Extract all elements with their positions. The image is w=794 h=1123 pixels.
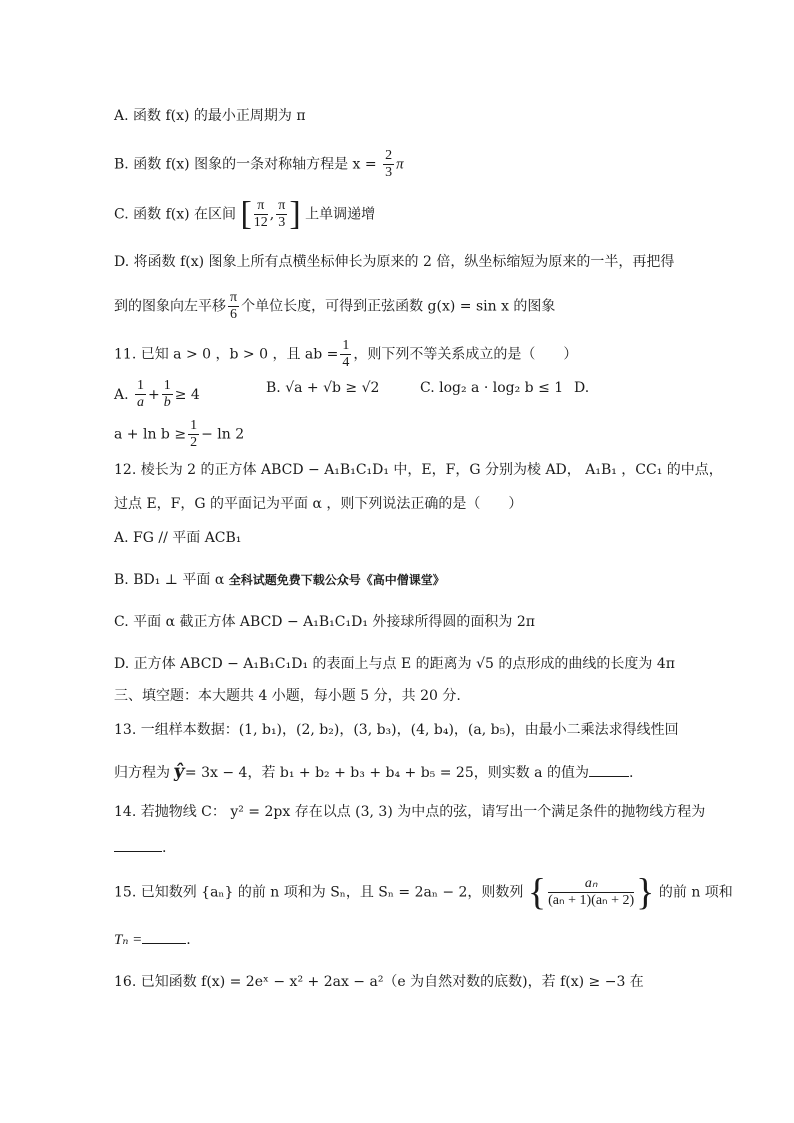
q12-option-d: D. 正方体 ABCD − A₁B₁C₁D₁ 的表面上与点 E 的距离为 √5 的点形成的曲线的长度为 4π — [114, 656, 675, 672]
fraction: $\frac{\text{aₙ}}{\text{(aₙ + 1)(aₙ + 2)}}$ — [548, 876, 635, 908]
fraction: $\frac{1}{b}$ — [163, 378, 171, 410]
q16-line1: 16. 已知函数 f(x) = 2eˣ − x² + 2ax − a²（e 为自然对数的底数)，若 f(x) ≥ −3 在 — [114, 974, 644, 990]
fraction: $\frac{\pi}{12}$ — [253, 198, 268, 230]
section-heading: 三、填空题：本大题共 4 小题，每小题 5 分，共 20 分. — [114, 688, 461, 704]
q10-option-d-line2: 到的图象向左平移 $\frac{\pi}{6}$ 个单位长度，可得到正弦函数 g(x) = sin x 的图象 — [114, 290, 556, 322]
watermark-text: 全科试题免费下载公众号《高中僧课堂》 — [228, 573, 445, 587]
q11-option-c: C. log₂ a · log₂ b ≤ 1 — [420, 380, 564, 396]
fraction: $\frac{2}{3}$ — [385, 148, 393, 180]
q11-stem: 11. 已知 a > 0 ，b > 0 ，且 ab = $\frac{1}{4}$ ，则下列不等关系成立的是（ ） — [114, 338, 578, 370]
q11-option-a: A. $\frac{1}{a}$ + $\frac{1}{b}$ ≥ 4 — [114, 378, 200, 410]
q13-line1: 13. 一组样本数据：(1, b₁)，(2, b₂)，(3, b₃)，(4, b₄)，(a, b₅)，由最小二乘法求得线性回 — [114, 722, 679, 738]
q11-option-d-label: D. — [574, 380, 590, 396]
fraction: $\frac{\pi}{6}$ — [230, 290, 238, 322]
q12-stem-line2: 过点 E，F，G 的平面记为平面 α ，则下列说法正确的是（ ） — [114, 496, 523, 512]
q13-line2: 归方程为 ŷ= 3x − 4，若 b₁ + b₂ + b₃ + b₄ + b₅ = 25，则实数 a 的值为 . — [114, 761, 634, 782]
answer-blank[interactable] — [142, 943, 186, 944]
q11-option-b: B. √a + √b ≥ √2 — [266, 380, 380, 396]
q10-option-a: A. 函数 f(x) 的最小正周期为 π — [114, 108, 306, 124]
regression-hat-symbol: ŷ — [173, 761, 187, 782]
fraction: $\frac{1}{2}$ — [190, 418, 198, 450]
q12-stem-line1: 12. 棱长为 2 的正方体 ABCD − A₁B₁C₁D₁ 中，E，F，G 分别为棱 AD， A₁B₁ ，CC₁ 的中点， — [114, 462, 723, 478]
q15-line2: Tₙ = . — [114, 932, 191, 948]
q12-option-c: C. 平面 α 截正方体 ABCD − A₁B₁C₁D₁ 外接球所得圆的面积为 2π — [114, 614, 535, 630]
fraction: $\frac{1}{a}$ — [137, 378, 145, 410]
q12-option-a: A. FG // 平面 ACB₁ — [114, 530, 242, 546]
q11-option-d: a + ln b ≥ $\frac{1}{2}$ − ln 2 — [114, 418, 245, 450]
q10-option-c: C. 函数 f(x) 在区间 [ $\frac{\pi}{12}$ , $\frac{\pi}{3}$ ] 上单调递增 — [114, 195, 376, 233]
q14-line2: . — [114, 838, 166, 858]
fraction: $\frac{\pi}{3}$ — [278, 198, 286, 230]
q10-option-d-line1: D. 将函数 f(x) 图象上所有点横坐标伸长为原来的 2 倍，纵坐标缩短为原来的一半，再把得 — [114, 254, 675, 270]
q12-option-b: B. BD₁ ⊥ 平面 α 全科试题免费下载公众号《高中僧课堂》 — [114, 572, 445, 588]
answer-blank[interactable] — [114, 851, 162, 852]
answer-blank[interactable] — [589, 776, 629, 777]
q10-option-b: B. 函数 f(x) 图象的一条对称轴方程是 x = $\frac{2}{3}$ π — [114, 148, 404, 180]
q11-options-row — [114, 378, 200, 411]
fraction: $\frac{1}{4}$ — [342, 338, 350, 370]
q14-line1: 14. 若抛物线 C： y² = 2px 存在以点 (3, 3) 为中点的弦，请写出一个满足条件的抛物线方程为 — [114, 804, 706, 820]
q15-line1: 15. 已知数列 {aₙ} 的前 n 项和为 Sₙ，且 Sₙ = 2aₙ − 2，则数列 { $\frac{\text{aₙ}}{\text{(aₙ + 1)(aₙ + 2)}}$ } 的前 n 项和 — [114, 871, 733, 914]
